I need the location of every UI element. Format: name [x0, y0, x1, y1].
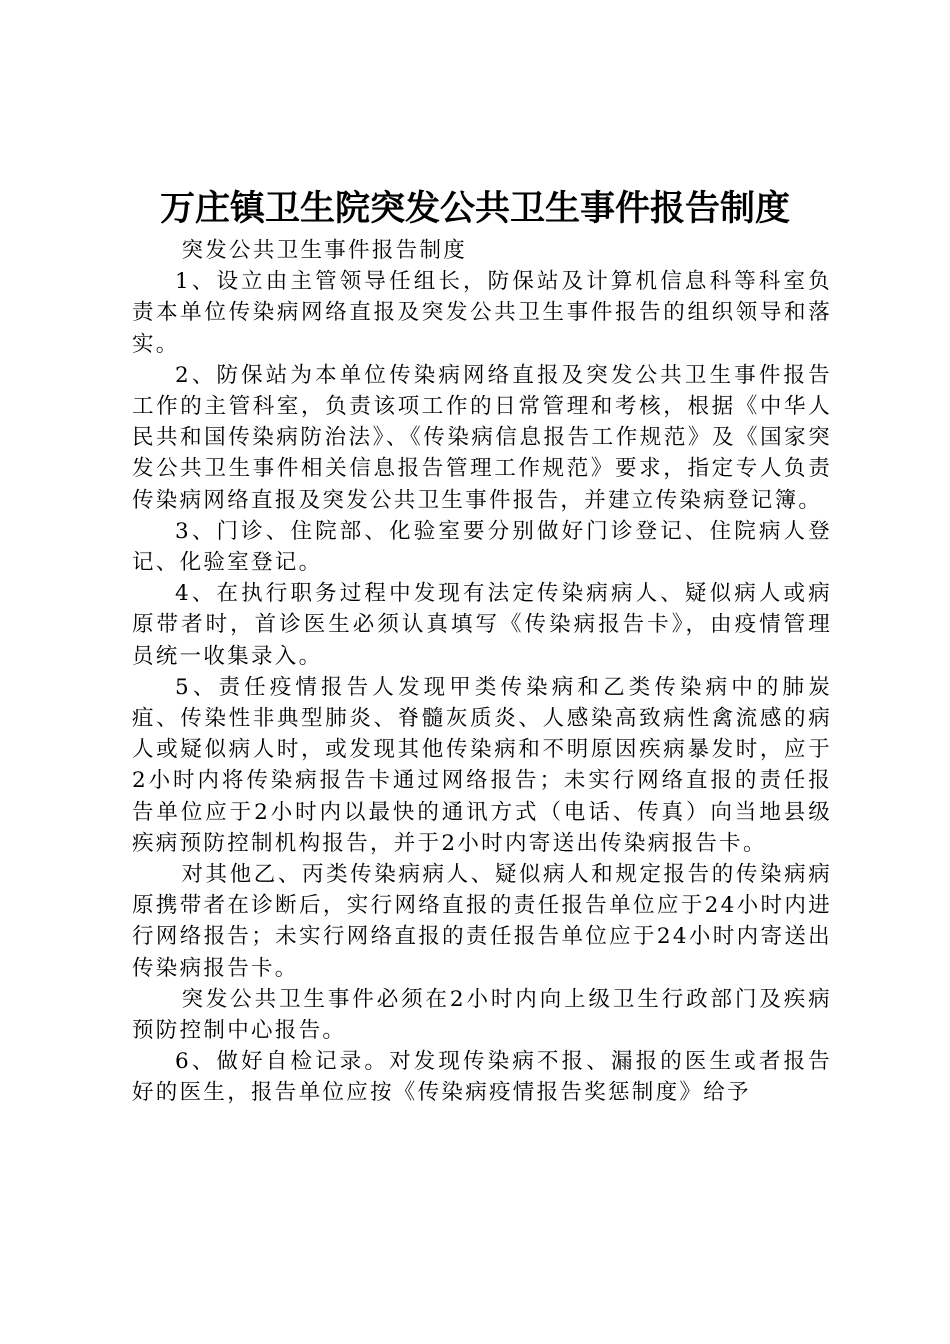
- document-title: 万庄镇卫生院突发公共卫生事件报告制度: [159, 188, 790, 229]
- paragraph-public-health-events: 突发公共卫生事件必须在2小时内向上级卫生行政部门及疾病预防控制中心报告。: [132, 986, 832, 1044]
- document-body: [132, 235, 832, 1109]
- paragraph-other-diseases: 对其他乙、丙类传染病病人、疑似病人和规定报告的传染病病原携带者在诊断后，实行网络直报的责任报告单位应于24小时内进行网络报告；未实行网络直报的责任报告单位应于24小时内寄送出传染病报告卡。: [132, 862, 832, 981]
- paragraph-item-2: 2、防保站为本单位传染病网络直报及突发公共卫生事件报告工作的主管科室，负责该项工作的日常管理和考核，根据《中华人民共和国传染病防治法》、《传染病信息报告工作规范》及《国家突发公共卫生事件相关信息报告管理工作规范》要求，指定专人负责传染病网络直报及突发公共卫生事件报告，并建立传染病登记簿。: [132, 362, 832, 513]
- paragraph-item-1: 1、设立由主管领导任组长，防保站及计算机信息科等科室负责本单位传染病网络直报及突发公共卫生事件报告的组织领导和落实。: [132, 269, 832, 357]
- paragraph-item-5: 5、责任疫情报告人发现甲类传染病和乙类传染病中的肺炭疽、传染性非典型肺炎、脊髓灰质炎、人感染高致病性禽流感的病人或疑似病人时，或发现其他传染病和不明原因疾病暴发时，应于2小时内将传染病报告卡通过网络报告；未实行网络直报的责任报告单位应于2小时内以最快的通讯方式（电话、传真）向当地县级疾病预防控制机构报告，并于2小时内寄送出传染病报告卡。: [132, 674, 832, 856]
- paragraph-item-3: 3、门诊、住院部、化验室要分别做好门诊登记、住院病人登记、化验室登记。: [132, 518, 832, 576]
- paragraph-item-4: 4、在执行职务过程中发现有法定传染病病人、疑似病人或病原带者时，首诊医生必须认真填写《传染病报告卡》，由疫情管理员统一收集录入。: [132, 581, 832, 669]
- paragraph-item-6: 6、做好自检记录。对发现传染病不报、漏报的医生或者报告好的医生，报告单位应按《传染病疫情报告奖惩制度》给予: [132, 1049, 832, 1106]
- paragraph-subtitle: 突发公共卫生事件报告制度: [181, 238, 468, 263]
